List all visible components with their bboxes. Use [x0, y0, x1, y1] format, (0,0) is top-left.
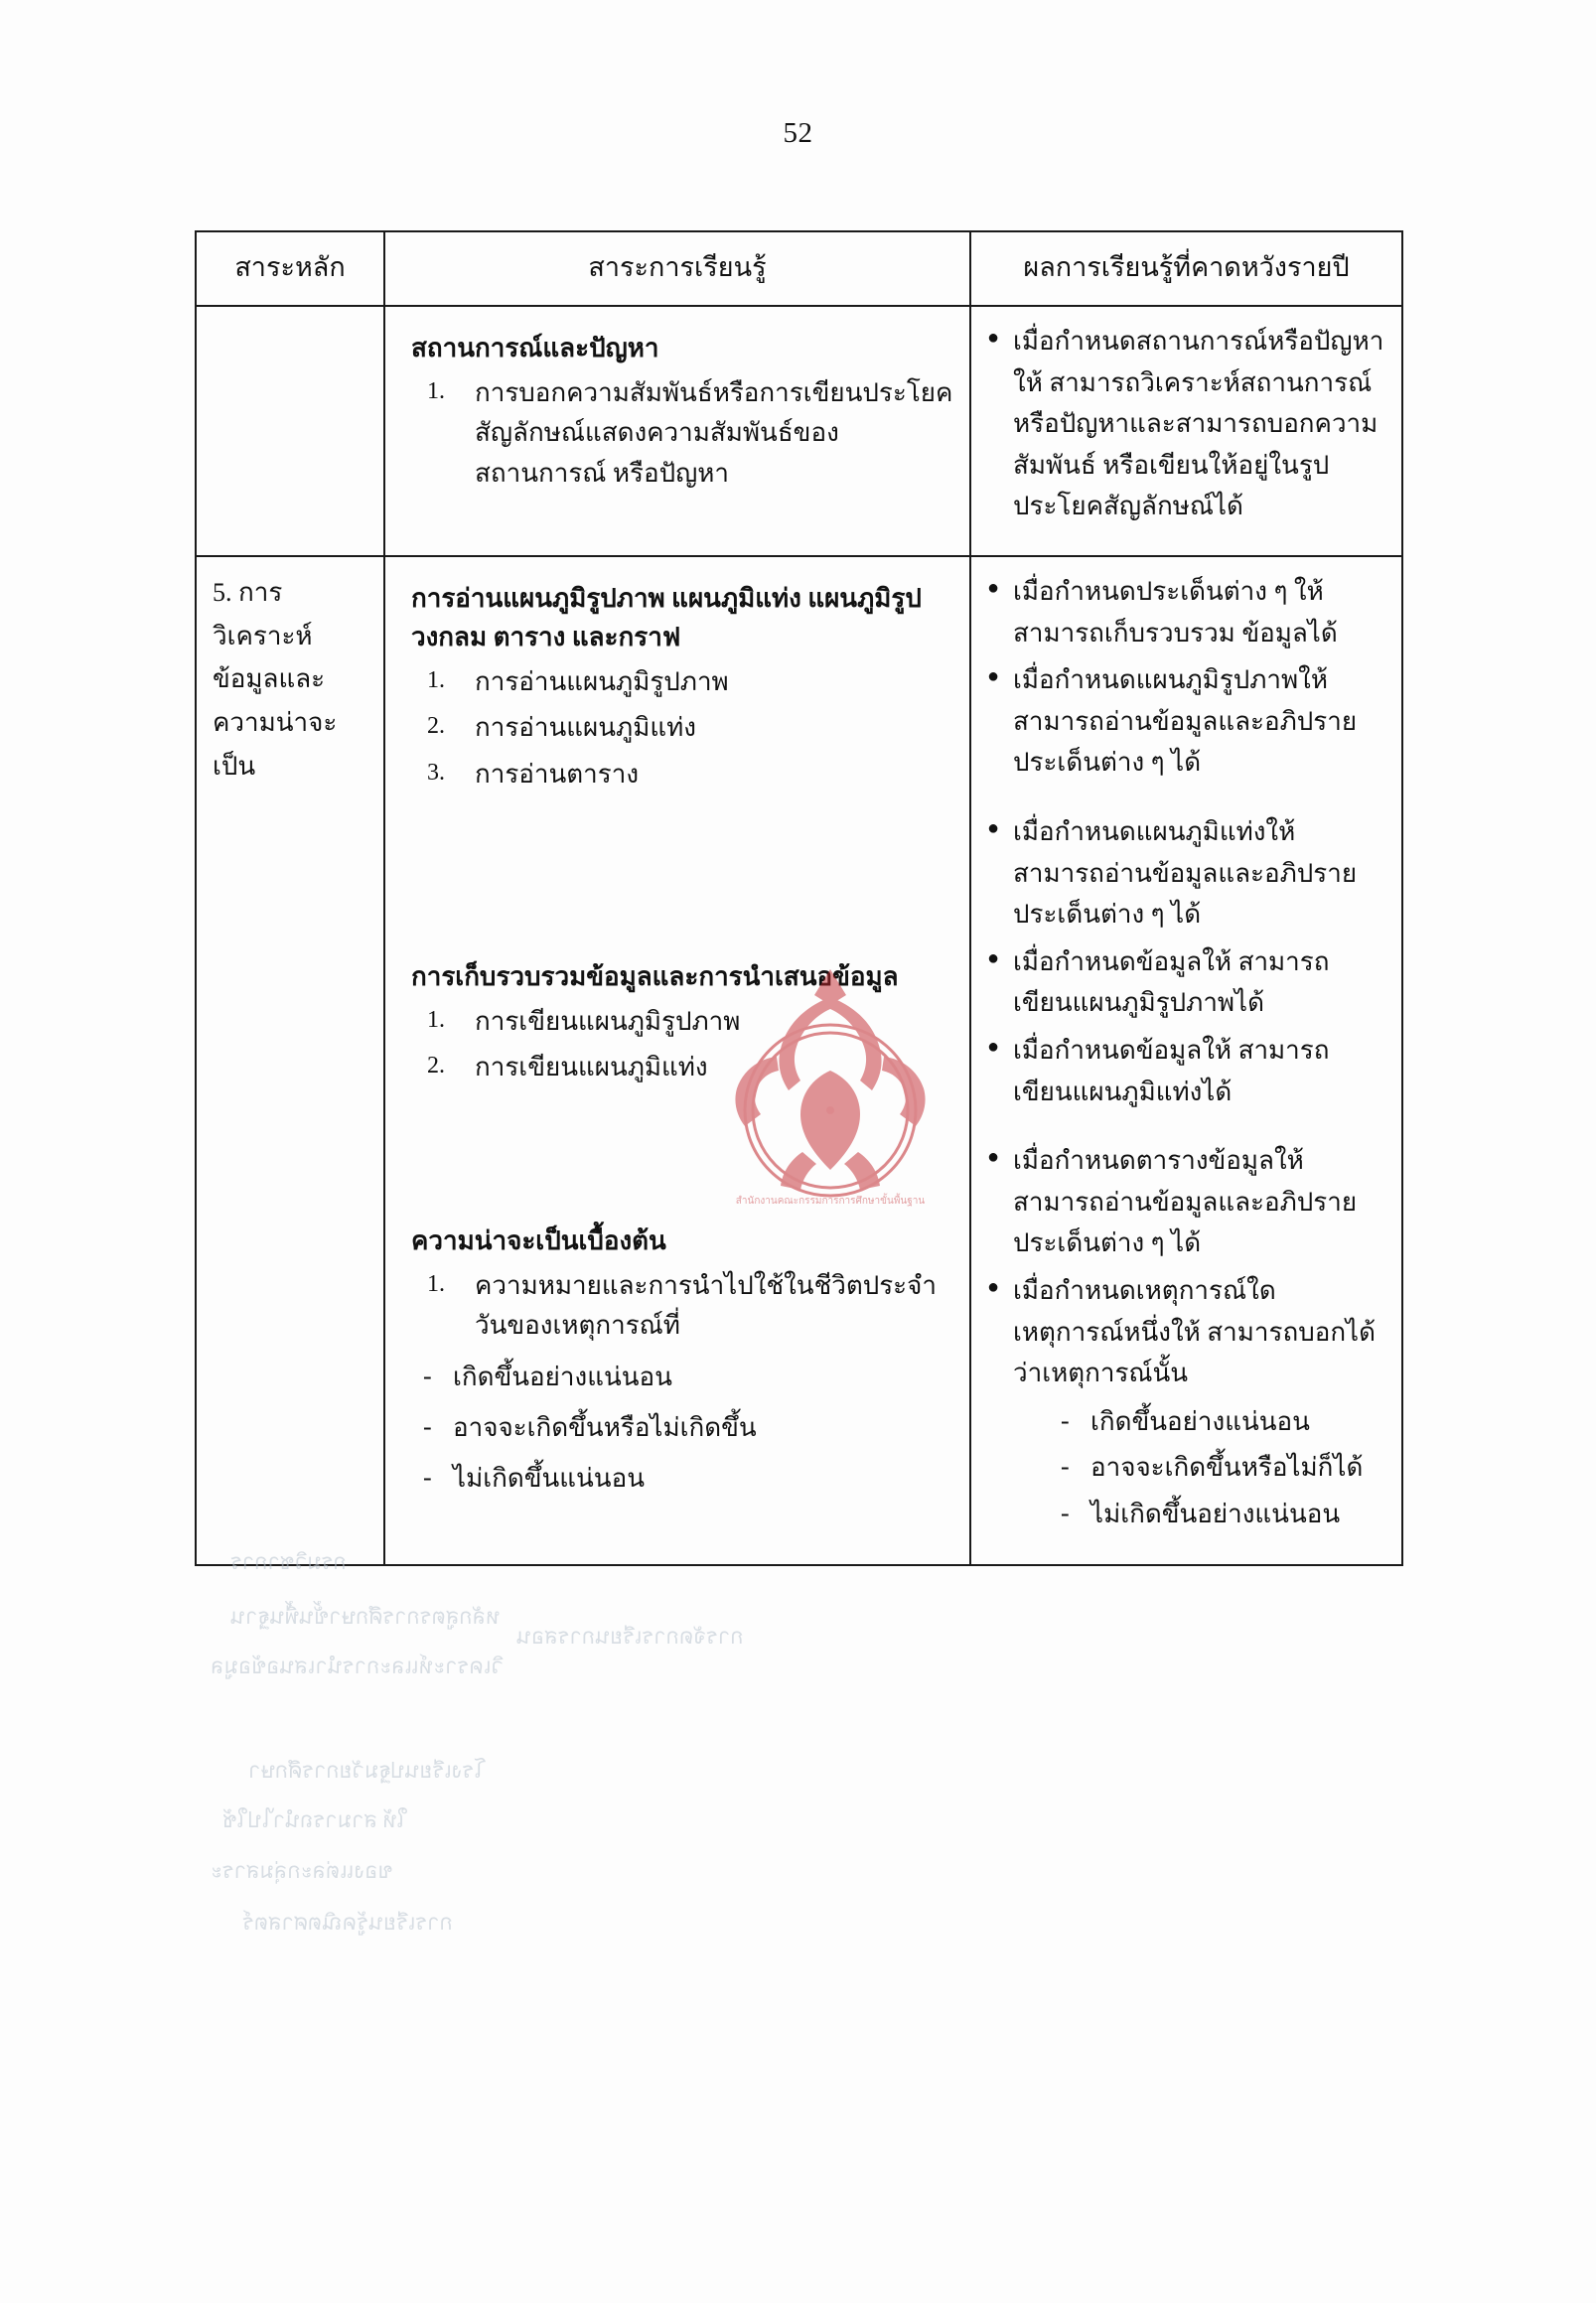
bullet-icon: ● — [987, 1036, 1000, 1058]
list-item — [401, 1408, 953, 1447]
list-item-text: เกิดขึ้นอย่างแน่นอน — [1090, 1406, 1310, 1436]
list-item — [1013, 1497, 1385, 1532]
list-item — [1013, 1450, 1385, 1486]
list-item-text: การอ่านแผนภูมิแท่ง — [475, 713, 696, 743]
showthrough-text: วิเคราะห์และการนำเสนอข้อมูล — [211, 1654, 504, 1678]
column-header-outcome — [970, 231, 1402, 306]
outcome-list — [987, 571, 1385, 1532]
subject-cell — [196, 306, 384, 556]
list-item — [987, 941, 1385, 1024]
list-item — [401, 1002, 953, 1042]
section-title: สถานการณ์และปัญหา — [411, 334, 659, 363]
list-item-text: อาจจะเกิดขึ้นหรือไม่เกิดขึ้น — [453, 1413, 757, 1443]
showthrough-text: โรงเรียนปฐมวัยการศึกษา — [248, 1758, 487, 1783]
curriculum-table — [195, 230, 1403, 1566]
outcome-text: เมื่อกำหนดสถานการณ์หรือปัญหาให้ สามารถวิเคราะห์สถานการณ์หรือปัญหาและสามารถบอกความสัมพันธ์ หรือเขียนให้อยู่ในรูปประโยคสัญลักษณ์ได้ — [1013, 327, 1384, 521]
bullet-icon: ● — [987, 327, 1000, 350]
column-header-subject — [196, 231, 384, 306]
dash-marker: - — [1061, 1452, 1070, 1482]
bullet-icon: ● — [987, 946, 1000, 969]
list-item — [1013, 1404, 1385, 1440]
dash-marker: - — [423, 1362, 432, 1391]
list-item — [987, 1140, 1385, 1264]
list-item — [401, 755, 953, 794]
showthrough-text: กรมวิชาการ — [230, 1549, 347, 1574]
list-item-text: การอ่านแผนภูมิรูปภาพ — [475, 667, 729, 697]
list-item-text: อาจจะเกิดขึ้นหรือไม่ก็ได้ — [1090, 1453, 1364, 1483]
outcome-text: เมื่อกำหนดแผนภูมิรูปภาพให้ สามารถอ่านข้อมูลและอภิปรายประเด็นต่าง ๆ ได้ — [1013, 665, 1358, 778]
bullet-icon: ● — [987, 665, 1000, 688]
svg-text:สำนักงานคณะกรรมการการศึกษาขั้น: สำนักงานคณะกรรมการการศึกษาขั้นพื้นฐาน — [735, 1196, 926, 1207]
list-item — [987, 321, 1385, 527]
list-marker: 1. — [427, 1006, 445, 1033]
subject-cell — [196, 556, 384, 1565]
section-title: การเก็บรวบรวมข้อมูลและการนำเสนอข้อมูล — [411, 961, 899, 991]
list-item — [401, 1459, 953, 1498]
column-header-content — [384, 231, 970, 306]
showthrough-text: ให้ สามารถนำไปใช้ — [222, 1807, 408, 1832]
outcome-text: เมื่อกำหนดแผนภูมิแท่งให้ สามารถอ่านข้อมูลและอภิปรายประเด็นต่าง ๆ ได้ — [1013, 817, 1358, 930]
outcome-text: เมื่อกำหนดเหตุการณ์ใด เหตุการณ์หนึ่งให้ สามารถบอกได้ว่าเหตุการณ์นั้น — [1013, 1275, 1377, 1388]
showthrough-text: การเรียนรู้คณิตศาสตร์ — [242, 1910, 453, 1935]
list-marker: 1. — [427, 1270, 445, 1297]
section-title: การอ่านแผนภูมิรูปภาพ แผนภูมิแท่ง แผนภูมิรูปวงกลม ตาราง และกราฟ — [411, 584, 922, 652]
outcome-cell — [970, 556, 1402, 1565]
outcome-text: เมื่อกำหนดข้อมูลให้ สามารถเขียนแผนภูมิรูปภาพได้ — [1013, 946, 1330, 1018]
numbered-list — [401, 1266, 953, 1347]
list-item-text: ไม่เกิดขึ้นอย่างแน่นอน — [1090, 1499, 1341, 1528]
outcome-cell — [970, 306, 1402, 556]
numbered-list — [401, 1002, 953, 1088]
list-item — [987, 659, 1385, 784]
dash-list — [401, 1358, 953, 1498]
outcome-text: เมื่อกำหนดตารางข้อมูลให้ สามารถอ่านข้อมูลและอภิปรายประเด็นต่าง ๆ ได้ — [1013, 1146, 1358, 1258]
list-item — [987, 571, 1385, 653]
subject-label: 5. การวิเคราะห์ข้อมูลและความน่าจะเป็น — [213, 578, 338, 781]
list-item-text: การบอกความสัมพันธ์หรือการเขียนประโยคสัญลักษณ์แสดงความสัมพันธ์ของสถานการณ์ หรือปัญหา — [475, 378, 953, 488]
content-cell — [384, 306, 970, 556]
vertical-spacer — [401, 800, 953, 949]
outcome-text: เมื่อกำหนดประเด็นต่าง ๆ ให้ สามารถเก็บรวบรวม ข้อมูลได้ — [1013, 577, 1338, 648]
list-item-text: เกิดขึ้นอย่างแน่นอน — [453, 1363, 672, 1392]
list-item-text: การอ่านตาราง — [475, 759, 640, 789]
list-item — [401, 1358, 953, 1396]
list-item-text: การเขียนแผนภูมิรูปภาพ — [475, 1006, 741, 1036]
showthrough-text: ของแต่ละกลุ่มสาระ — [211, 1858, 393, 1883]
showthrough-text: การจัดการเรียนการสอน — [516, 1624, 744, 1649]
dash-marker: - — [423, 1412, 432, 1442]
dash-list — [1013, 1404, 1385, 1532]
bullet-icon: ● — [987, 1146, 1000, 1169]
dash-marker: - — [423, 1463, 432, 1493]
content-cell — [384, 556, 970, 1565]
bullet-icon: ● — [987, 1275, 1000, 1298]
list-marker: 2. — [427, 713, 445, 740]
list-item — [987, 811, 1385, 936]
column-header-subject-label: สาระหลัก — [234, 252, 346, 282]
page-number: 52 — [783, 117, 813, 149]
outcome-list — [987, 321, 1385, 527]
list-marker: 2. — [427, 1053, 445, 1080]
section-title: ความน่าจะเป็นเบื้องต้น — [411, 1225, 666, 1255]
list-marker: 1. — [427, 378, 445, 405]
list-item — [987, 1270, 1385, 1532]
table-row — [196, 306, 1402, 556]
list-marker: 1. — [427, 667, 445, 694]
column-header-outcome-label: ผลการเรียนรู้ที่คาดหวังรายปี — [1023, 252, 1350, 282]
table-row — [196, 556, 1402, 1565]
bullet-icon: ● — [987, 577, 1000, 600]
list-item — [401, 662, 953, 702]
column-header-content-label: สาระการเรียนรู้ — [588, 252, 767, 282]
dash-marker: - — [1061, 1405, 1070, 1435]
list-item — [401, 1048, 953, 1087]
list-item-text: ความหมายและการนำไปใช้ในชีวิตประจำวันของเหตุการณ์ที่ — [475, 1270, 937, 1340]
list-marker: 3. — [427, 759, 445, 786]
list-item — [401, 373, 953, 494]
dash-marker: - — [1061, 1498, 1070, 1527]
bullet-icon: ● — [987, 817, 1000, 840]
list-item-text: ไม่เกิดขึ้นแน่นอน — [453, 1464, 645, 1494]
showthrough-text: หลักสูตรการศึกษาขั้นพื้นฐาน — [230, 1604, 501, 1629]
outcome-text: เมื่อกำหนดข้อมูลให้ สามารถเขียนแผนภูมิแท่งได้ — [1013, 1036, 1330, 1106]
numbered-list — [401, 373, 953, 494]
table-header-row — [196, 231, 1402, 306]
numbered-list — [401, 662, 953, 794]
vertical-spacer — [401, 1094, 953, 1214]
list-item — [401, 708, 953, 748]
list-item — [401, 1266, 953, 1347]
list-item — [987, 1030, 1385, 1112]
list-item-text: การเขียนแผนภูมิแท่ง — [475, 1053, 708, 1082]
